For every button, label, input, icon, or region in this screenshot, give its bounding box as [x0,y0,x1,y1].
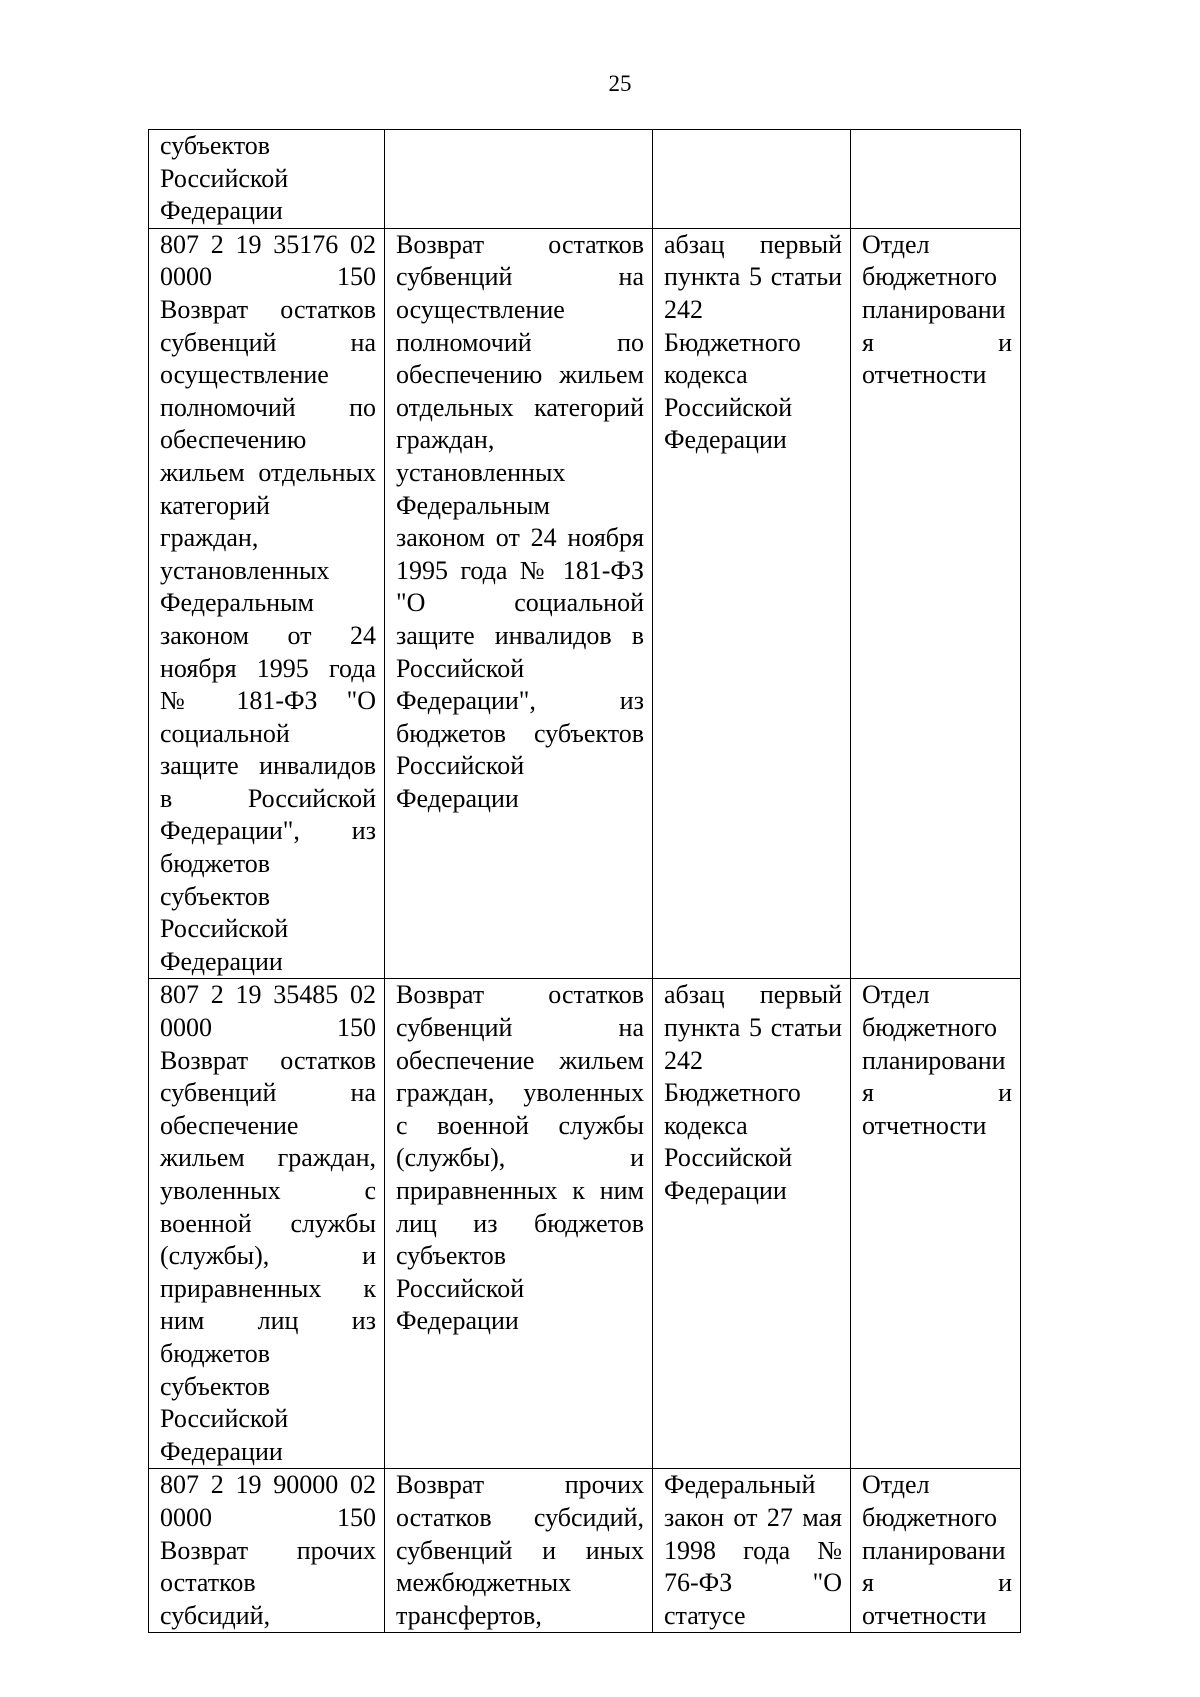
cell-line: бюджетного [862,1013,998,1043]
cell-line: с военной службы [396,1110,644,1140]
cell-line: 0000 150 [160,1013,376,1043]
code-cell [149,130,385,229]
budget-codes-table [148,129,1021,1633]
cell-line: Федеральный [664,1470,816,1500]
cell-line: защите инвалидов в [396,620,644,650]
legal-basis-cell [653,1469,851,1633]
cell-line: Российской [396,653,525,683]
cell-line: Российской [160,163,289,193]
cell-line: субвенций на [160,1078,376,1108]
cell-line: обеспечению жильем [396,360,644,390]
cell-line: граждан, [160,523,259,553]
cell-line: Бюджетного [664,327,801,357]
table-row [149,130,1021,229]
cell-line: 1998 года № [664,1535,842,1565]
cell-line: ним лиц из [160,1306,376,1336]
cell-line: Отдел [862,1470,930,1500]
code-cell [149,228,385,979]
cell-line: субвенций на [396,1013,644,1043]
cell-line: Возврат остатков [160,294,376,324]
department-cell [851,979,1021,1469]
cell-line: субъектов [160,1371,271,1401]
cell-line: полномочий по [160,392,376,422]
cell-line: военной службы [160,1208,376,1238]
description-cell [385,228,653,979]
cell-line: Российской [664,392,793,422]
legal-basis-cell [653,979,851,1469]
cell-line: субъектов [160,131,271,160]
cell-line: Федерации", из [160,816,376,846]
cell-line: трансфертов, [396,1600,542,1630]
cell-line: полномочий по [396,327,644,357]
cell-line: субвенций на [396,262,644,292]
cell-line: бюджетов [160,849,271,879]
cell-line: в Российской [160,783,376,813]
cell-line: субъектов [160,881,271,911]
cell-line: осуществление [160,360,329,390]
cell-line: Федерации [396,1306,519,1336]
cell-line: я и [862,1568,1012,1598]
table-row [149,979,1021,1469]
table-row [149,1469,1021,1633]
cell-line: Федеральным [160,588,314,618]
cell-line: кодекса [664,360,748,390]
cell-line: планировани [862,1535,1006,1565]
cell-line: 1995 года № 181-ФЗ [396,555,644,585]
cell-line: категорий [160,490,270,520]
cell-line: (службы), и [160,1241,376,1271]
cell-line: Федерации [396,783,519,813]
cell-line: пункта 5 статьи [664,1013,842,1043]
cell-line: 807 2 19 35176 02 [160,229,376,259]
cell-line: я и [862,327,1012,357]
cell-line: Российской [396,751,525,781]
code-cell [149,979,385,1469]
cell-line: законом от 24 [160,620,376,650]
cell-line: абзац первый [664,980,842,1010]
cell-line: 0000 150 [160,1502,376,1532]
department-cell [851,130,1021,229]
cell-line: законом от 24 ноября [396,523,644,553]
cell-line: бюджетного [862,1502,998,1532]
cell-line: 76-ФЗ "О [664,1568,842,1598]
cell-line: отчетности [862,360,987,390]
cell-line: пункта 5 статьи [664,262,842,292]
cell-line: Возврат остатков [160,1045,376,1075]
cell-line: установленных [160,555,330,585]
cell-line: Федерации [664,425,787,455]
cell-line: Российской [664,1143,793,1173]
cell-line: установленных [396,457,566,487]
description-cell [385,1469,653,1633]
cell-line: 0000 150 [160,262,376,292]
cell-line: отдельных категорий [396,392,644,422]
cell-line: 242 [664,294,703,324]
cell-line: я и [862,1078,1012,1108]
cell-line: межбюджетных [396,1568,572,1598]
cell-line: "О социальной [396,588,644,618]
cell-line: Федерации [160,946,283,976]
description-cell [385,130,653,229]
cell-line: Федерации [664,1176,787,1205]
cell-line: осуществление [396,294,565,324]
cell-line: Федерации [160,196,283,226]
cell-line: отчетности [862,1600,987,1630]
cell-line: 807 2 19 35485 02 [160,980,376,1010]
cell-line: лиц из бюджетов [396,1208,644,1238]
cell-line: ноября 1995 года [160,653,376,683]
cell-line: закон от 27 мая [664,1502,842,1532]
cell-line: планировани [862,1045,1006,1075]
cell-line: (службы), и [396,1143,644,1173]
cell-line: № 181-ФЗ "О [160,686,376,716]
cell-line: Российской [160,1404,289,1434]
cell-line: защите инвалидов [160,751,376,781]
description-cell [385,979,653,1469]
cell-line: обеспечение [160,1110,299,1140]
cell-line: приравненных к [160,1273,376,1303]
cell-line: Отдел [862,980,930,1010]
cell-line: остатков [160,1568,256,1598]
cell-line: Российской [160,914,289,944]
cell-line: субвенций на [160,327,376,357]
cell-line: Отдел [862,229,930,259]
cell-line: Возврат прочих [160,1535,376,1565]
cell-line: 242 [664,1045,703,1075]
cell-line: планировани [862,294,1006,324]
cell-line: социальной [160,718,290,748]
cell-line: 807 2 19 90000 02 [160,1470,376,1500]
cell-line: абзац первый [664,229,842,259]
cell-line: Федерации", из [396,686,644,716]
cell-line: приравненных к ним [396,1176,644,1205]
cell-line: бюджетного [862,262,998,292]
cell-line: жильем отдельных [160,457,376,487]
cell-line: Бюджетного [664,1078,801,1108]
cell-line: кодекса [664,1110,748,1140]
department-cell [851,228,1021,979]
department-cell [851,1469,1021,1633]
cell-line: граждан, уволенных [396,1078,644,1108]
cell-line: уволенных с [160,1176,376,1205]
cell-line: Федеральным [396,490,550,520]
cell-line: бюджетов [160,1338,271,1368]
cell-line: граждан, [396,425,495,455]
cell-line: отчетности [862,1110,987,1140]
cell-line: Федерации [160,1436,283,1466]
cell-line: остатков субсидий, [396,1502,644,1532]
cell-line: Российской [396,1273,525,1303]
legal-basis-cell [653,130,851,229]
cell-line: обеспечение жильем [396,1045,644,1075]
cell-line: Возврат остатков [396,229,644,259]
cell-line: жильем граждан, [160,1143,376,1173]
cell-line: субсидий, [160,1600,271,1630]
legal-basis-cell [653,228,851,979]
cell-line: бюджетов субъектов [396,718,644,748]
cell-line: субвенций и иных [396,1535,644,1565]
cell-line: субъектов [396,1241,507,1271]
page-number: 25 [608,71,632,96]
cell-line: Возврат остатков [396,980,644,1010]
table-row [149,228,1021,979]
cell-line: статусе [664,1600,746,1630]
code-cell [149,1469,385,1633]
cell-line: обеспечению [160,425,307,455]
cell-line: Возврат прочих [396,1470,644,1500]
